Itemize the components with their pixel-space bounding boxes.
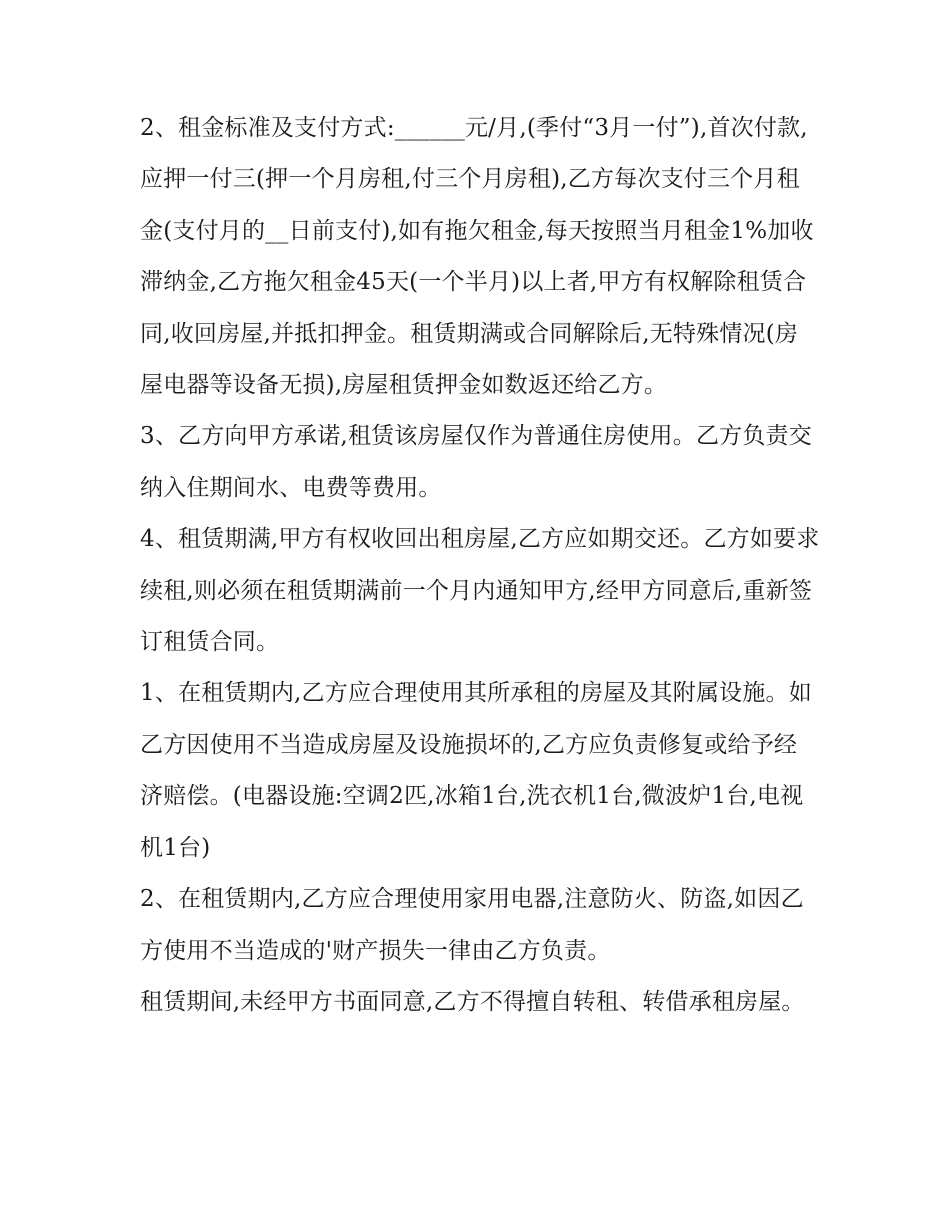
paragraph-appliance-safety: 2、在租赁期内,乙方应合理使用家用电器,注意防火、防盗,如因乙方使用不当造成的'财产损失一律由乙方负责。 — [140, 886, 804, 964]
paragraph-rent-payment: 2、租金标准及支付方式:______元/月,(季付“3月一付”),首次付款,应押一付三(押一个月房租,付三个月房租),乙方每次支付三个月租金(支付月的__日前支付),如有拖欠租金,每天按照当月租金1%加收滞纳金,乙方拖欠租金45天(一个半月)以上者,甲方有权解除租赁合同,收回房屋,并抵扣押金。租赁期满或合同解除后,无特殊情况(房屋电器等设备无损),房屋租赁押金如数返还给乙方。 — [140, 115, 814, 399]
paragraph-tenant-commitment: 3、乙方向甲方承诺,租赁该房屋仅作为普通住房使用。乙方负责交纳入住期间水、电费等费用。 — [140, 423, 812, 501]
paragraph-no-sublet: 租赁期间,未经甲方书面同意,乙方不得擅自转租、转借承租房屋。 — [140, 988, 805, 1015]
paragraph-facility-use: 1、在租赁期内,乙方应合理使用其所承租的房屋及其附属设施。如乙方因使用不当造成房屋及设施损坏的,乙方应负责修复或给予经济赔偿。(电器设施:空调2匹,冰箱1台,洗衣机1台,微波炉1台,电视机1台) — [140, 680, 812, 861]
document-body — [140, 103, 820, 1028]
paragraph-lease-renewal: 4、租赁期满,甲方有权收回出租房屋,乙方应如期交还。乙方如要求续租,则必须在租赁期满前一个月内通知甲方,经甲方同意后,重新签订租赁合同。 — [140, 526, 820, 656]
